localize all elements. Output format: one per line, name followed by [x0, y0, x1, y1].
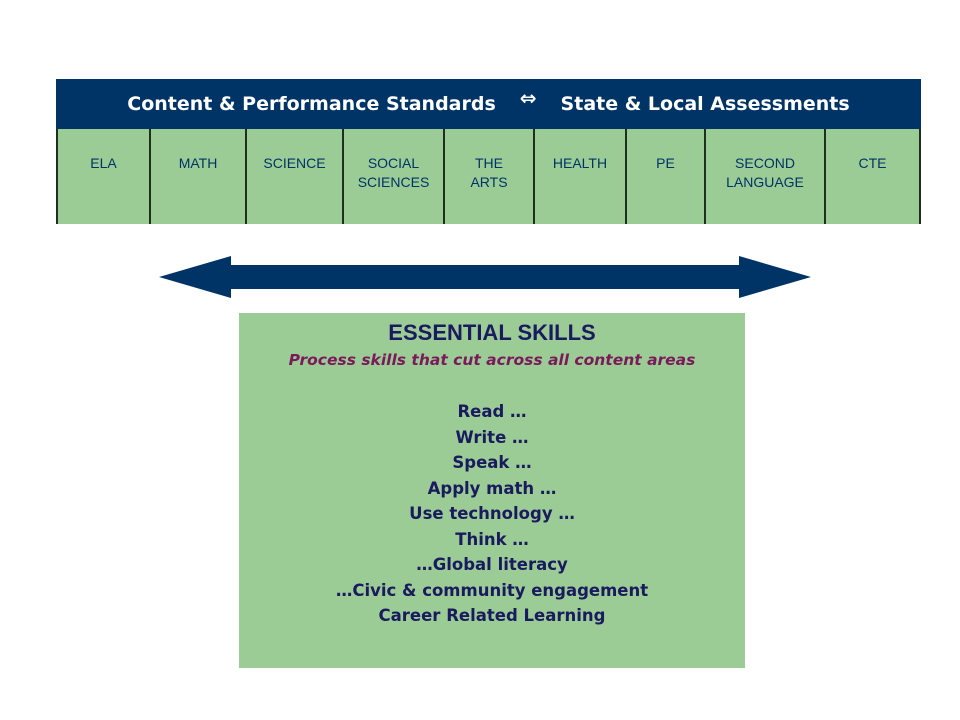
skill-item: Use technology …: [409, 504, 575, 523]
essential-skills-title: ESSENTIAL SKILLS: [388, 320, 596, 345]
subject-cell-the-arts: THE ARTS: [445, 129, 535, 224]
subject-cell-second-language: SECOND LANGUAGE: [706, 129, 826, 224]
arrow-shape: [159, 256, 811, 298]
skill-item: Think …: [455, 529, 529, 549]
assessments-label: State & Local Assessments: [560, 93, 850, 115]
skill-item: Speak …: [452, 453, 532, 472]
subject-cell-social-sciences: SOCIAL SCIENCES: [344, 129, 445, 224]
subject-cell-health: HEALTH: [535, 129, 627, 224]
subject-row: [56, 129, 921, 224]
standards-table: [56, 79, 921, 224]
essential-skills-subtitle: Process skills that cut across all content areas: [288, 351, 696, 369]
double-headed-arrow-icon: [159, 256, 811, 298]
skill-item: Apply math …: [427, 478, 557, 498]
subject-cell-ela: ELA: [56, 129, 151, 224]
subject-cell-cte: CTE: [826, 129, 921, 224]
essential-skills-list: [239, 399, 745, 629]
skill-item: …Global literacy: [416, 555, 568, 574]
essential-skills-panel: [239, 313, 745, 668]
skill-item: Read …: [457, 402, 527, 421]
bidirectional-arrow-icon: ⇔: [519, 86, 537, 110]
skill-item: Write …: [455, 427, 529, 447]
subject-cell-pe: PE: [627, 129, 706, 224]
standards-header: [56, 79, 921, 129]
skill-item: Career Related Learning: [378, 606, 606, 625]
skill-item: …Civic & community engagement: [335, 580, 649, 600]
subject-cell-math: MATH: [151, 129, 247, 224]
subject-cell-science: SCIENCE: [247, 129, 344, 224]
content-standards-label: Content & Performance Standards: [127, 93, 496, 115]
